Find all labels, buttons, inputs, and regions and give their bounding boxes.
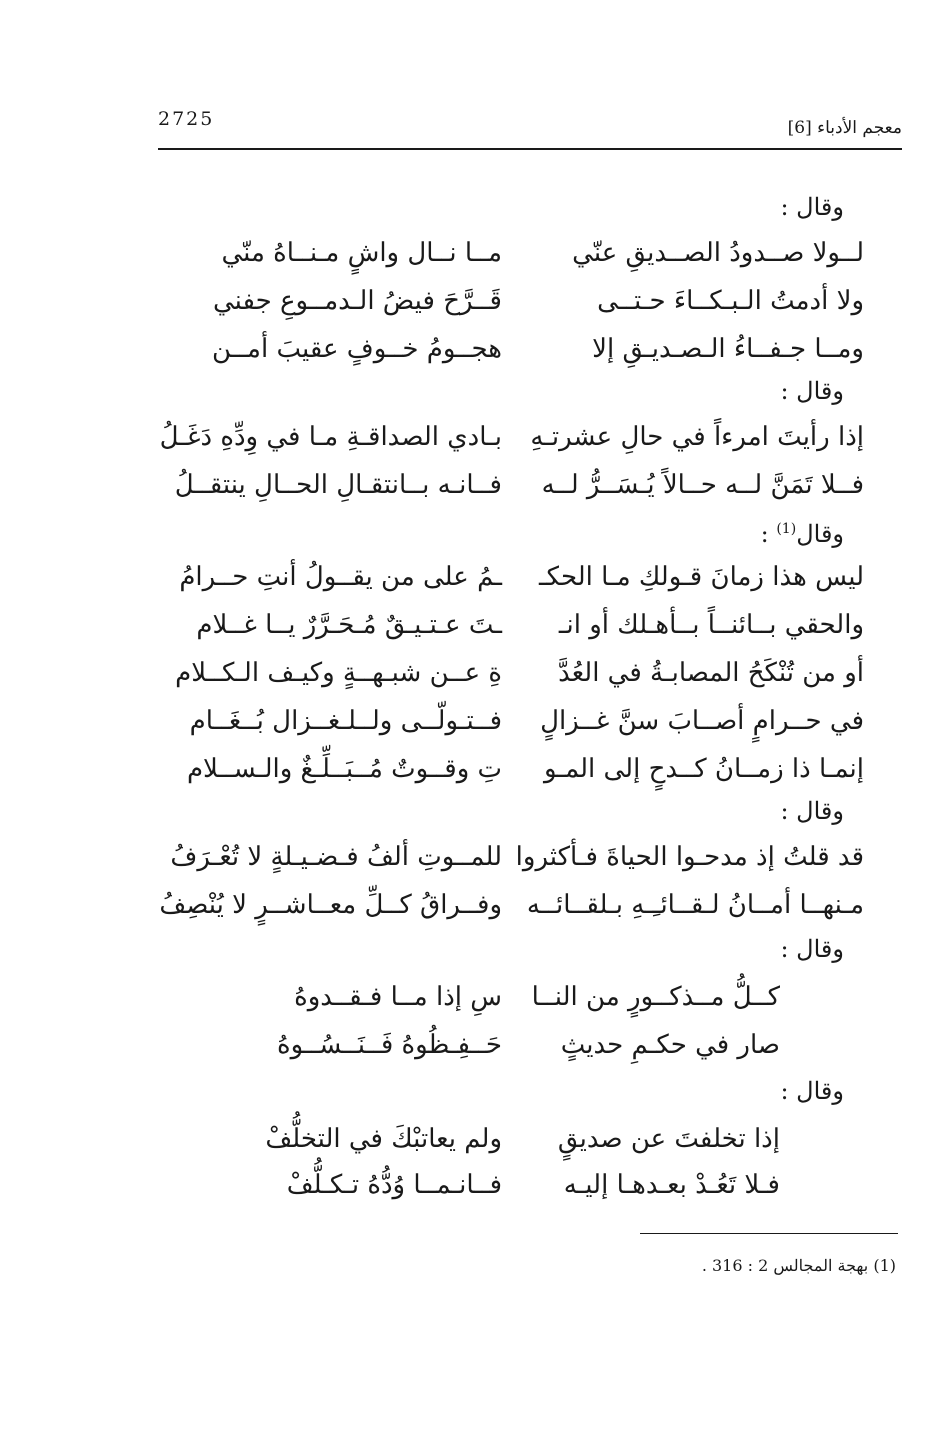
verse-second-hemistich: ـمُ على من يقــولُ أنتِ حــرامُ <box>179 562 502 592</box>
verse-intro: وقال : <box>780 1077 844 1105</box>
header-rule <box>158 148 902 150</box>
verse-second-hemistich: ةِ عــن شبـهــةٍ وكيـف الـكــلام <box>175 658 502 688</box>
verse-first-hemistich: في حــرامٍ أصــابَ سنَّ غــزالٍ <box>540 706 864 736</box>
verse-second-hemistich: تِ وقــوتٌ مُــبَــلِّـغٌ والـســلام <box>186 754 502 784</box>
verse-first-hemistich: فـلا تَعُـدْ بعـدهـا إليـه <box>563 1170 780 1200</box>
verse-second-hemistich: هجــومُ خــوفٍ عقيبَ أمــن <box>212 334 502 364</box>
verse-second-hemistich: فــانـه بــانتقـالِ الحــالِ ينتقــلُ <box>174 470 502 500</box>
verse-intro: وقال : <box>780 797 844 825</box>
verse-first-hemistich: ومــا جـفــاءُ الـصـديـقِ إلا <box>592 334 864 364</box>
verse-second-hemistich: قَــرَّحَ فيضُ الـدمــوعِ جفني <box>213 286 502 316</box>
verse-first-hemistich: ليس هذا زمانَ قـولكِ مـا الحكـ <box>539 562 864 592</box>
poem-body <box>150 180 870 1220</box>
verse-intro: وقال : <box>780 193 844 221</box>
footnote-marker: (1) <box>776 521 797 537</box>
footnote: (1) بهجة المجالس 2 : 316 . <box>701 1256 896 1275</box>
verse-second-hemistich: حَــفِـظُوهُ فَــنَــسُــوهُ <box>277 1030 502 1060</box>
verse-second-hemistich: فــانـمــا وُدُّهُ تـكـلُّفْ <box>286 1170 502 1200</box>
footnote-rule <box>640 1233 898 1234</box>
verse-second-hemistich: ولم يعاتبْكَ في التخلُّفْ <box>265 1124 502 1154</box>
verse-second-hemistich: بـادي الصداقـةِ مـا في وِدِّهِ دَغَـلُ <box>159 422 502 452</box>
verse-second-hemistich: فــتـولّــى ولــلـغــزال بُــغَــام <box>189 706 502 736</box>
page-header <box>158 104 902 144</box>
verse-first-hemistich: أو من تُنْكَحُ المصابـةُ في العُدَّ <box>558 658 864 688</box>
verse-second-hemistich: للمــوتِ ألفُ فـضـيـلةٍ لا تُعْـرَفُ <box>170 842 502 872</box>
verse-intro-colon: : <box>760 520 777 548</box>
verse-first-hemistich: كــلُّ مــذكــورٍ من النــا <box>531 982 780 1012</box>
verse-second-hemistich: سِ إذا مــا فـقــدوهُ <box>294 982 502 1012</box>
verse-second-hemistich: وفــراقُ كــلِّ معــاشــرٍ لا يُنْصِفُ <box>159 890 502 920</box>
verse-first-hemistich: إذا رأيتَ امرءاً في حالِ عشرتـهِ <box>530 422 864 452</box>
verse-intro-word: وقال <box>796 520 844 548</box>
verse-intro: وقال : <box>780 377 844 405</box>
verse-second-hemistich: ـتَ عـتـيـقٌ مُـحَـرَّرٌ يــا غــلام <box>196 610 502 640</box>
verse-intro: وقال : <box>780 935 844 963</box>
verse-first-hemistich: مـنهــا أمــانُ لـقــائـِـهِ بـلقــائــه <box>526 890 864 920</box>
verse-first-hemistich: ولا أدمتُ الـبـكــاءَ حـتــى <box>597 286 864 316</box>
verse-first-hemistich: والحقي بــائنــاً بــأهـلك أو انـ <box>558 610 864 640</box>
verse-first-hemistich: إذا تخلفتَ عن صديقٍ <box>557 1124 780 1154</box>
verse-second-hemistich: مــا نــال واشٍ مـنــاهُ منّي <box>221 238 502 268</box>
verse-first-hemistich: لــولا صــدودُ الصــديقِ عنّي <box>572 238 864 268</box>
verse-first-hemistich: فــلا تَمَنَّ لــه حــالاً يُـسَــرُّ لــه <box>541 470 864 500</box>
verse-first-hemistich: إنمـا ذا زمــانُ كــدحٍ إلى المـو <box>544 754 864 784</box>
running-title: معجم الأدباء [6] <box>787 118 902 138</box>
verse-intro <box>761 512 844 551</box>
verse-first-hemistich: صار في حكـمِ حديثٍ <box>560 1030 780 1060</box>
verse-first-hemistich: قد قلتُ إذ مدحـوا الحياةَ فـأكثروا <box>515 842 864 872</box>
page-number: 2725 <box>158 108 215 130</box>
